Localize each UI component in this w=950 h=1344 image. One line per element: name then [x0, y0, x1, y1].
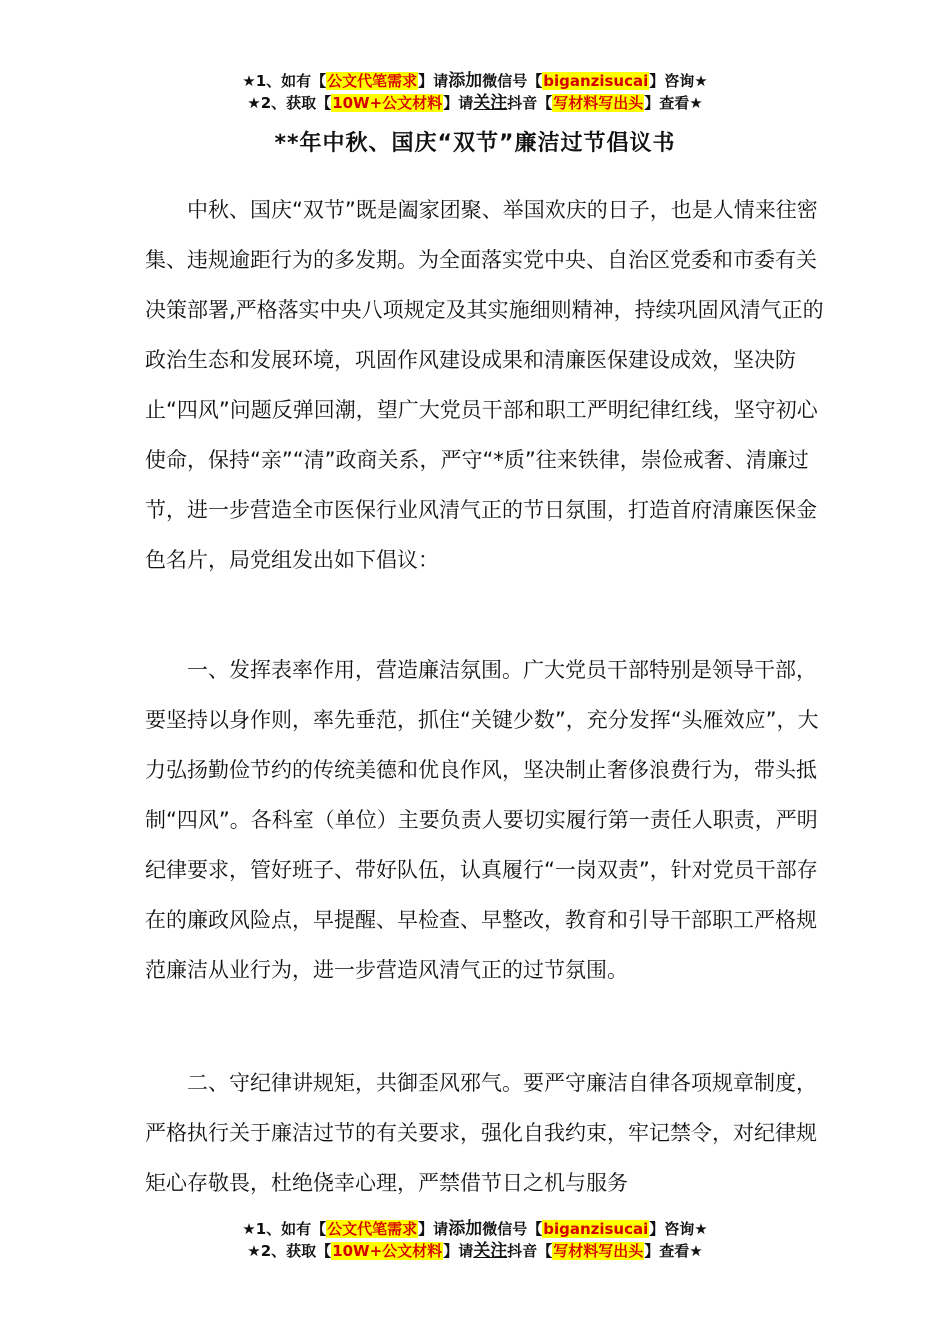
promo-header — [0, 70, 950, 114]
promo-line-2 — [0, 1240, 950, 1262]
promo-emphasis: 添加 — [448, 1219, 483, 1239]
promo-highlight: 公文代笔需求 — [327, 72, 418, 90]
promo-douyin-id: 写材料写出头 — [553, 94, 644, 112]
promo-text: 】请 — [443, 94, 474, 112]
promo-text: 】请 — [443, 1242, 474, 1260]
promo-text: 微信号【 — [482, 72, 543, 90]
promo-emphasis: 添加 — [448, 71, 483, 91]
promo-text: 抖音【 — [507, 94, 553, 112]
promo-line-2 — [0, 92, 950, 114]
paragraph-section-1 — [145, 645, 825, 995]
document-title: **年中秋、国庆“双节”廉洁过节倡议书 — [274, 131, 676, 156]
promo-text: 】查看★ — [644, 94, 703, 112]
promo-wechat-id: biganzisucai — [543, 1220, 649, 1238]
promo-line-1 — [0, 1218, 950, 1240]
promo-line-1 — [0, 70, 950, 92]
promo-emphasis: 关注 — [473, 93, 508, 113]
paragraph-section-2 — [145, 1058, 825, 1208]
promo-text: 】查看★ — [644, 1242, 703, 1260]
paragraph-intro — [145, 185, 825, 585]
promo-wechat-id: biganzisucai — [543, 72, 649, 90]
promo-text: ★2、获取【 — [247, 94, 332, 112]
promo-douyin-id: 写材料写出头 — [553, 1242, 644, 1260]
promo-highlight: 10W+公文材料 — [332, 94, 443, 112]
promo-text: 微信号【 — [482, 1220, 543, 1238]
promo-text: 】咨询★ — [649, 72, 708, 90]
promo-footer — [0, 1218, 950, 1262]
promo-text: ★1、如有【 — [242, 1220, 327, 1238]
promo-text: 】请 — [418, 1220, 449, 1238]
paragraph-text: 二、守纪律讲规矩，共御歪风邪气。要严守廉洁自律各项规章制度，严格执行关于廉洁过节的有关要求，强化自我约束，牢记禁令，对纪律规矩心存敬畏，杜绝侥幸心理，严禁借节日之机与服务 — [145, 1071, 817, 1195]
promo-text: ★1、如有【 — [242, 72, 327, 90]
promo-text: 】请 — [418, 72, 449, 90]
promo-text: 】咨询★ — [649, 1220, 708, 1238]
promo-text: 抖音【 — [507, 1242, 553, 1260]
paragraph-text: 中秋、国庆“双节”既是阖家团聚、举国欢庆的日子，也是人情来往密集、违规逾距行为的多发期。为全面落实党中央、自治区党委和市委有关决策部署,严格落实中央八项规定及其实施细则精神，持续巩固风清气正的政治生态和发展环境，巩固作风建设成果和清廉医保建设成效，坚决防止“四风”问题反弹回潮，望广大党员干部和职工严明纪律红线，坚守初心使命，保持“亲”“清”政商关系，严守“*质”往来铁律，崇俭戒奢、清廉过节，进一步营造全市医保行业风清气正的节日氛围，打造首府清廉医保金色名片，局党组发出如下倡议： — [145, 198, 824, 572]
promo-highlight: 公文代笔需求 — [327, 1220, 418, 1238]
promo-text: ★2、获取【 — [247, 1242, 332, 1260]
promo-highlight: 10W+公文材料 — [332, 1242, 443, 1260]
paragraph-text: 一、发挥表率作用，营造廉洁氛围。广大党员干部特别是领导干部，要坚持以身作则，率先垂范，抓住“关键少数”，充分发挥“头雁效应”，大力弘扬勤俭节约的传统美德和优良作风，坚决制止奢侈浪费行为，带头抵制“四风”。各科室（单位）主要负责人要切实履行第一责任人职责，严明纪律要求，管好班子、带好队伍，认真履行“一岗双责”，针对党员干部存在的廉政风险点，早提醒、早检查、早整改，教育和引导干部职工严格规范廉洁从业行为，进一步营造风清气正的过节氛围。 — [145, 658, 819, 982]
promo-emphasis: 关注 — [473, 1241, 508, 1261]
